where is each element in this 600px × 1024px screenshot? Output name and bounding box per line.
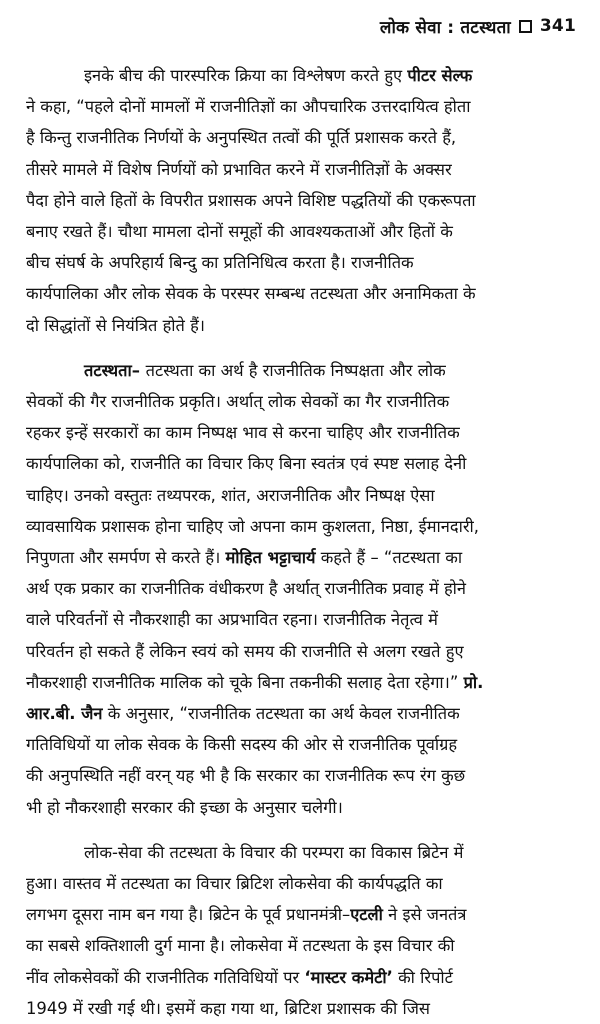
text-line: पैदा होने वाले हितों के विपरीत प्रशासक अपने विशिष्ट पद्धतियों की एकरूपता <box>26 190 476 210</box>
text-line: वाले परिवर्तनों से नौकरशाही का अप्रभावित रहना। राजनीतिक नेतृत्व में <box>26 610 438 630</box>
text-line: बीच संघर्ष के अपरिहार्य बिन्दु का प्रतिनिधित्व करता है। राजनीतिक <box>26 253 414 273</box>
text-run: के अनुसार, “राजनीतिक तटस्थता का अर्थ केवल राजनीतिक <box>102 704 460 724</box>
text-line <box>26 667 576 698</box>
committee-name-master: ‘मास्टर कमेटी’ <box>304 967 393 987</box>
paragraph-3 <box>26 837 576 1024</box>
text-run: लगभग दूसरा नाम बन गया है। ब्रिटेन के पूर्व प्रधानमंत्री– <box>26 905 351 925</box>
text-line: चाहिए। उनको वस्तुतः तथ्यपरक, शांत, अराजनीतिक और निष्पक्ष ऐसा <box>26 485 435 505</box>
text-line: ने कहा, “पहले दोनों मामलों में राजनीतिज्ञों का औपचारिक उत्तरदायित्व होता <box>26 97 471 117</box>
text-line <box>26 542 576 573</box>
square-box-icon <box>519 20 532 33</box>
name-attlee: एटली <box>350 905 383 925</box>
author-name-peter-self: पीटर सेल्फ <box>407 66 473 85</box>
text-line: बनाए रखते हैं। चौथा मामला दोनों समूहों की आवश्यकताओं और हितों के <box>26 222 453 242</box>
author-name-mohit-bhattacharya: मोहित भट्टाचार्य <box>225 548 316 568</box>
page-number: 341 <box>539 16 576 36</box>
text-line: तीसरे मामले में विशेष निर्णयों को प्रभावित करने में राजनीतिज्ञों के अक्सर <box>26 159 452 179</box>
text-run: ने इसे जनतंत्र <box>382 905 467 925</box>
term-heading-neutrality: तटस्थता– <box>84 360 146 380</box>
author-name-rb-jain: आर.बी. जैन <box>26 704 103 724</box>
paragraph-1 <box>26 60 576 341</box>
text-line: लोक-सेवा की तटस्थता के विचार की परम्परा का विकास ब्रिटेन में <box>84 842 464 862</box>
text-line: है किन्तु राजनीतिक निर्णयों के अनुपस्थित तत्वों की पूर्ति प्रशासक करते हैं, <box>26 128 457 148</box>
paragraph-2 <box>26 355 576 823</box>
text-run: इनके बीच की पारस्परिक क्रिया का विश्लेषण करते हुए <box>84 66 408 85</box>
section-title: लोक सेवा : तटस्थता <box>379 17 511 38</box>
text-run: नींव लोकसेवकों की राजनीतिक गतिविधियों पर <box>26 967 305 987</box>
text-line: की अनुपस्थिति नहीं वरन् यह भी है कि सरकार का राजनीतिक रूप रंग कुछ <box>26 766 466 786</box>
text-line: का सबसे शक्तिशाली दुर्ग माना है। लोकसेवा में तटस्थता के इस विचार की <box>26 936 455 956</box>
text-line: 1949 में रखी गई थी। इसमें कहा गया था, ब्रिटिश प्रशासक की जिस <box>26 998 430 1018</box>
text-line: कार्यपालिका और लोक सेवक के परस्पर सम्बन्ध तटस्थता और अनामिकता के <box>26 284 476 304</box>
text-line: परिवर्तन हो सकते हैं लेकिन स्वयं को समय की राजनीति से अलग रखते हुए <box>26 641 464 661</box>
text-line <box>26 698 576 729</box>
text-line <box>26 60 576 91</box>
text-run: निपुणता और समर्पण से करते हैं। <box>26 548 226 568</box>
text-line <box>26 355 576 386</box>
text-line: गतिविधियों या लोक सेवक के किसी सदस्य की ओर से राजनीतिक पूर्वाग्रह <box>26 735 458 755</box>
running-header <box>26 0 576 38</box>
text-line: भी हो नौकरशाही सरकार की इच्छा के अनुसार चलेगी। <box>26 797 343 817</box>
text-line: रहकर इन्हें सरकारों का काम निष्पक्ष भाव से करना चाहिए और राजनीतिक <box>26 423 460 443</box>
text-line: सेवकों की गैर राजनीतिक प्रकृति। अर्थात् लोक सेवकों का गैर राजनीतिक <box>26 392 450 412</box>
author-title-prof: प्रो. <box>463 672 484 692</box>
text-line <box>26 962 576 993</box>
text-line: अर्थ एक प्रकार का राजनीतिक वंधीकरण है अर्थात् राजनीतिक प्रवाह में होने <box>26 579 467 599</box>
text-run: की रिपोर्ट <box>392 967 453 987</box>
text-line: हुआ। वास्तव में तटस्थता का विचार ब्रिटिश लोकसेवा की कार्यपद्धति का <box>26 874 443 894</box>
text-run: नौकरशाही राजनीतिक मालिक को चूके बिना तकनीकी सलाह देता रहेगा।” <box>26 672 464 692</box>
text-line: व्यावसायिक प्रशासक होना चाहिए जो अपना काम कुशलता, निष्ठा, ईमानदारी, <box>26 516 479 536</box>
text-run: तटस्थता का अर्थ है राजनीतिक निष्पक्षता और लोक <box>145 360 446 380</box>
text-line <box>26 899 576 930</box>
text-line: दो सिद्धांतों से नियंत्रित होते हैं। <box>26 315 206 335</box>
text-line: कार्यपालिका को, राजनीति का विचार किए बिना स्वतंत्र एवं स्पष्ट सलाह देनी <box>26 454 467 474</box>
text-run: कहते हैं – “तटस्थता का <box>315 548 463 568</box>
